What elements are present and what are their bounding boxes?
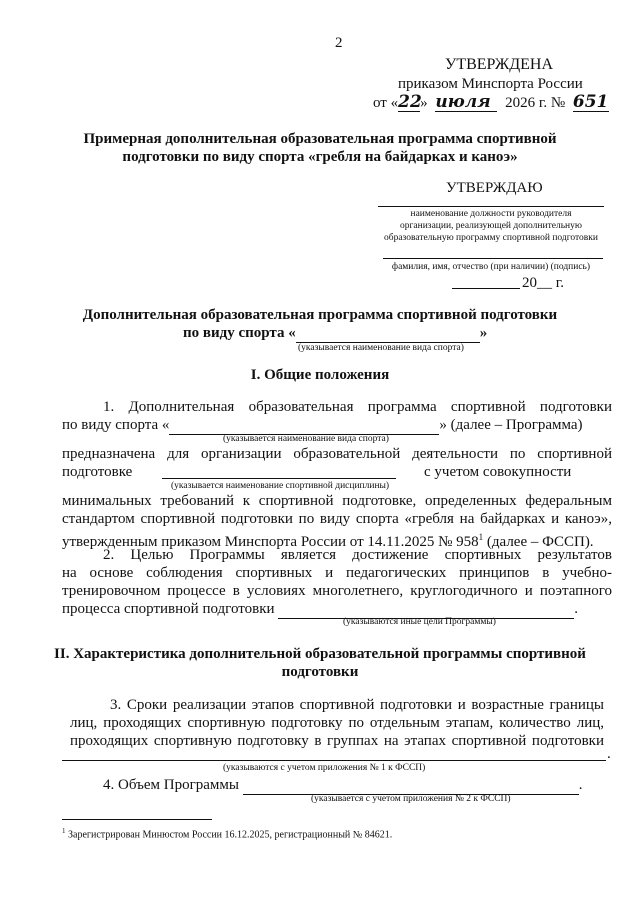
date-month: июля [435,93,497,112]
section1-heading: I. Общие положения [250,367,390,383]
p1-hint-discipline: (указывается наименование спортивной дисциплины) [171,481,390,491]
p1-line3: предназначена для организации образовательной деятельности по спортивной [62,446,612,462]
p1-line4-prefix: подготовке [62,464,133,480]
sport-name-blank-2 [169,416,439,435]
p1-line2-prefix: по виду спорта « [62,417,170,433]
section2-heading-line1: II. Характеристика дополнительной образовательной программы спортивной [54,646,586,662]
p1-line7-a: утвержденным приказом Минспорта России от 14.11.2025 № 958 [62,534,479,550]
p1-line7-b: (далее – ФССП). [483,534,594,550]
p1-hint-sport: (указывается наименование вида спорта) [223,434,389,444]
p1-line1: 1. Дополнительная образовательная программа спортивной подготовки [103,399,612,415]
footnote-separator [62,819,212,820]
footnote-text: Зарегистрирован Минюстом России 16.12.2025, регистрационный № 84621. [68,829,393,841]
p2-line1: 2. Целью Программы является достижение спортивных результатов [103,547,612,563]
utverzhdayu-year: 20__ г. [522,275,564,291]
p4-line [103,776,582,795]
p2-line3: тренировочном процессе в условиях многолетнего, круглогодичного и поэтапного [62,583,612,599]
date-prefix: от « [373,95,399,111]
date-day-close: » [420,95,428,111]
program-title-line1: Дополнительная образовательная программа спортивной подготовки [82,307,558,323]
hint-signature: фамилия, имя, отчество (при наличии) (подпись) [391,262,591,272]
p2-hint: (указываются иные цели Программы) [343,617,496,627]
position-line [378,206,604,207]
p3-dot: . [607,746,611,762]
p1-line6: стандартом спортивной подготовки по виду спорта «гребля на байдарках и каноэ», [62,511,612,527]
p2-line4-suffix: . [574,601,579,617]
p1-line4-suffix: с учетом совокупности [424,464,572,480]
program-title-suffix: » [479,325,488,341]
p3-hint: (указываются с учетом приложения № 1 к ФССП) [223,763,426,773]
volume-blank [243,776,579,795]
approval-order-line: приказом Минспорта России [398,76,583,92]
p3-line2: лиц, проходящих спортивную подготовку по отдельным этапам, количество лиц, [70,715,604,731]
approval-title: УТВЕРЖДЕНА [445,56,554,73]
p1-line5: минимальных требований к спортивной подготовке, определенных федеральным [62,493,612,509]
program-title-prefix: по виду спорта « [183,325,296,341]
page-number: 2 [335,35,343,51]
footnote-mark: 1 [62,827,66,835]
p1-line2-suffix: » (далее – Программа) [439,417,583,433]
footnote [62,825,392,841]
signature-line [383,258,603,259]
p2-line2: на основе соблюдения спортивных и педагогических принципов в учебно- [62,565,612,581]
p4-suffix: . [578,777,583,793]
footnote-ref: 1 [478,532,484,542]
program-title-hint: (указывается наименование вида спорта) [298,343,464,353]
date-day: 22 [398,92,422,112]
hint-position-3: образовательную программу спортивной подготовки [383,233,598,243]
section2-heading-line2: подготовки [281,664,359,680]
discipline-blank [162,478,396,479]
order-number: 651 [572,92,609,112]
program-title-line2 [183,324,487,343]
sport-name-blank [296,324,480,343]
date-year: 2026 г. № [505,95,566,111]
hint-position-1: наименование должности руководителя [410,209,572,219]
doc-title-line2: подготовки по виду спорта «гребля на байдарках и каноэ» [122,149,518,165]
p3-line1: 3. Сроки реализации этапов спортивной подготовки и возрастные границы [110,697,604,713]
hint-position-2: организации, реализующей дополнительную [400,221,582,231]
approval-date-line [373,93,609,112]
p1-line2 [62,416,583,435]
p4-hint: (указывается с учетом приложения № 2 к ФССП) [311,794,511,804]
p4-prefix: 4. Объем Программы [103,777,239,793]
p2-line4 [62,600,578,619]
date-blank-line [452,288,520,289]
utverzhdayu-label: УТВЕРЖДАЮ [446,180,543,196]
stages-blank [62,760,606,761]
doc-title-line1: Примерная дополнительная образовательная программа спортивной [83,131,557,147]
p2-line4-prefix: процесса спортивной подготовки [62,601,275,617]
p3-line3: проходящих спортивную подготовку в группах на этапах спортивной подготовки [70,733,604,749]
